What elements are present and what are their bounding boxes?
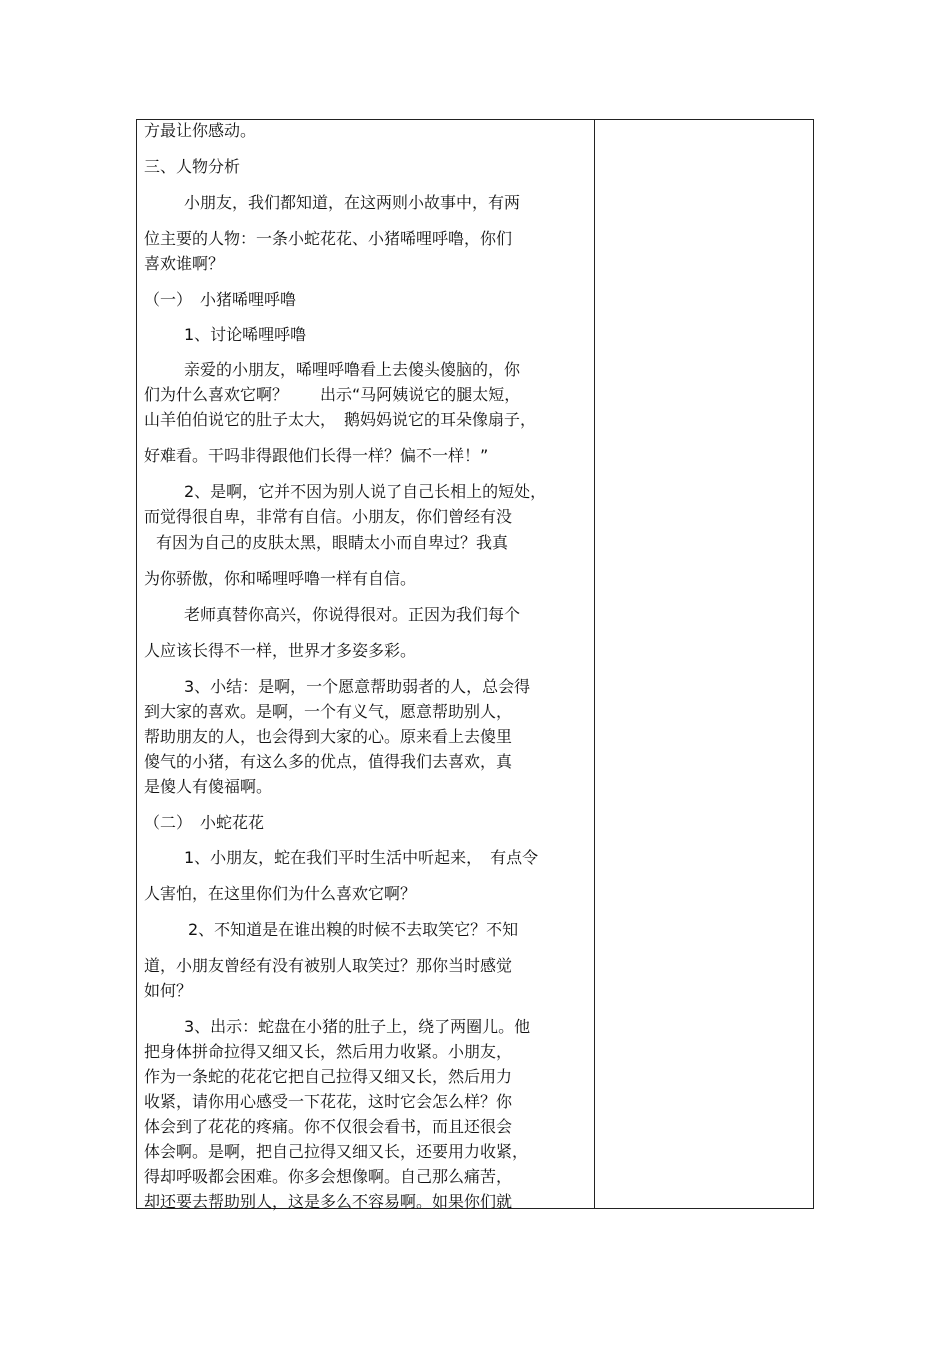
text-line: 方最让你感动。 xyxy=(144,121,257,140)
text-line: 有因为自己的皮肤太黑，眼睛太小而自卑过？我真 xyxy=(156,533,509,552)
text-line: 三、人物分析 xyxy=(144,157,241,176)
text-line: 小朋友，我们都知道，在这两则小故事中，有两 xyxy=(184,193,521,212)
text-line: 位主要的人物：一条小蛇花花、小猪唏哩呼噜，你们 xyxy=(144,229,513,248)
text-line: 到大家的喜欢。是啊，一个有义气，愿意帮助别人， xyxy=(144,702,513,721)
text-line: 喜欢谁啊？ xyxy=(144,254,225,273)
text-line: 1、小朋友，蛇在我们平时生活中听起来， 有点令 xyxy=(184,848,539,867)
text-line: 人应该长得不一样，世界才多姿多彩。 xyxy=(144,641,417,660)
text-line: 帮助朋友的人，也会得到大家的心。原来看上去傻里 xyxy=(144,727,513,746)
text-line: 而觉得很自卑，非常有自信。小朋友，你们曾经有没 xyxy=(144,507,513,526)
text-line: （二） 小蛇花花 xyxy=(144,813,265,832)
text-line: 山羊伯伯说它的肚子太大， 鹅妈妈说它的耳朵像扇子， xyxy=(144,410,537,429)
text-line: 作为一条蛇的花花它把自己拉得又细又长，然后用力 xyxy=(144,1067,513,1086)
text-line: 亲爱的小朋友，唏哩呼噜看上去傻头傻脑的，你 xyxy=(184,360,521,379)
text-line: 们为什么喜欢它啊？ 出示“马阿姨说它的腿太短， xyxy=(144,385,521,404)
text-line: 2、是啊，它并不因为别人说了自己长相上的短处， xyxy=(184,482,547,501)
text-line: 好难看。干吗非得跟他们长得一样？偏不一样！” xyxy=(144,446,489,465)
text-line: 体会到了花花的疼痛。你不仅很会看书，而且还很会 xyxy=(144,1117,513,1136)
text-line: 1、讨论唏哩呼噜 xyxy=(184,325,307,344)
text-line: 人害怕，在这里你们为什么喜欢它啊？ xyxy=(144,884,417,903)
text-line: 收紧，请你用心感受一下花花，这时它会怎么样？你 xyxy=(144,1092,513,1111)
text-line: 却还要去帮助别人，这是多么不容易啊。如果你们就 xyxy=(144,1192,513,1211)
text-line: 3、出示：蛇盘在小猪的肚子上，绕了两圈儿。他 xyxy=(184,1017,531,1036)
text-line: 傻气的小猪，有这么多的优点，值得我们去喜欢，真 xyxy=(144,752,513,771)
text-line: 体会啊。是啊，把自己拉得又细又长，还要用力收紧， xyxy=(144,1142,529,1161)
notes-cell xyxy=(595,120,813,1208)
text-line: 道，小朋友曾经有没有被别人取笑过？那你当时感觉 xyxy=(144,956,513,975)
text-line: 是傻人有傻福啊。 xyxy=(144,777,273,796)
lesson-plan-table xyxy=(136,119,814,1209)
text-line: 3、小结：是啊，一个愿意帮助弱者的人，总会得 xyxy=(184,677,531,696)
text-line: 把身体拼命拉得又细又长，然后用力收紧。小朋友， xyxy=(144,1042,513,1061)
text-line: 为你骄傲，你和唏哩呼噜一样有自信。 xyxy=(144,569,417,588)
text-line: 得却呼吸都会困难。你多会想像啊。自己那么痛苦， xyxy=(144,1167,513,1186)
text-line: 2、不知道是在谁出糗的时候不去取笑它？不知 xyxy=(188,920,519,939)
text-line: 如何？ xyxy=(144,981,193,1000)
text-line: （一） 小猪唏哩呼噜 xyxy=(144,290,297,309)
text-line: 老师真替你高兴，你说得很对。正因为我们每个 xyxy=(184,605,521,624)
